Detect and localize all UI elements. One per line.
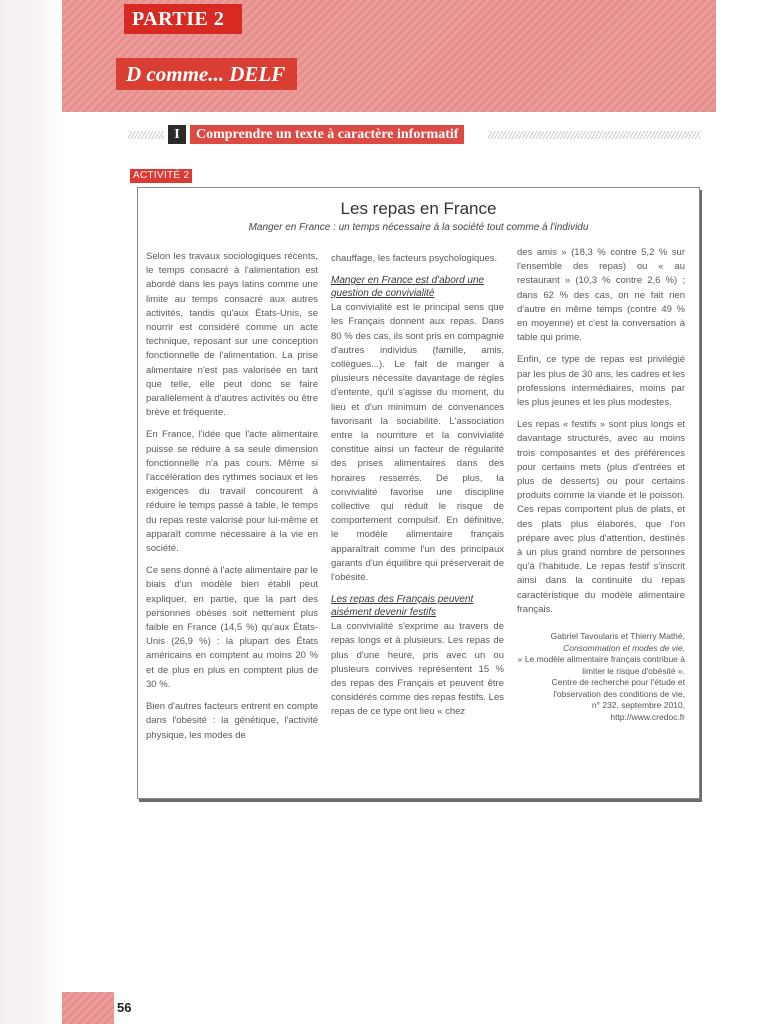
paragraph: La convivialité est le principal sens que les Français donnent aux repas. Dans 80 % des cas, ils sont pris en compagnie d'autres individus (famille, amis, collègues...). Le fait de manger à plusieurs nécessite davantage de règles d'entente, qu'il s'agisse du moment, du lieu et d'un minimum de convenances favorisant la sociabilité. L'association entre la nourriture et la convivialité constitue ainsi un facteur de régularité des prises alimentaires dans des horaires resserrés. De plus, la convivialité favorise une discipline collective qui réduit le risque de comportement compulsif. En définitive, le modèle alimentaire français apparaîtrait comme l'un des principaux garants d'un équilibre qui préserverait de l'obésité. xyxy=(331,302,504,584)
article-column-2 xyxy=(331,252,504,728)
section-number: I xyxy=(168,125,186,144)
section-title: Comprendre un texte à caractère informatif xyxy=(190,125,464,144)
source-issue: n° 232, septembre 2010, xyxy=(591,700,685,711)
activity-label: ACTIVITÉ 2 xyxy=(130,169,192,183)
hatch-divider-right xyxy=(488,131,700,139)
source-publication: Consommation et modes de vie, xyxy=(563,642,685,653)
article-column-1 xyxy=(146,250,318,751)
footer-banner xyxy=(62,992,114,1024)
subheading: Manger en France est d'abord une question de convivialité xyxy=(331,275,485,300)
source-authors: Gabriel Tavoularis et Thierry Mathé, xyxy=(550,631,685,642)
partie-label: PARTIE 2 xyxy=(124,4,242,34)
source-article: « Le modèle alimentaire français contribue à limiter le risque d'obésité ». xyxy=(517,654,685,676)
page-number: 56 xyxy=(117,1000,132,1015)
page-edge-shadow xyxy=(0,0,62,1024)
paragraph: Bien d'autres facteurs entrent en compte dans l'obésité : la génétique, l'activité physique, les modes de xyxy=(146,701,318,741)
paragraph: des amis » (18,3 % contre 5,2 % sur l'ensemble des repas) ou « au restaurant » (10,3 % contre 2,6 %) ; dans 62 % des cas, on ne fait rien d'autre en même temps (contre 49 % en moyenne) et c'est la conversation à table qui prime. xyxy=(517,247,685,344)
chapter-title: D comme... DELF xyxy=(116,58,297,90)
article-title: Les repas en France xyxy=(340,199,497,218)
paragraph: Enfin, ce type de repas est privilégié par les plus de 30 ans, les cadres et les professions intermédiaires, moins par les plus jeunes et les plus modestes. xyxy=(517,354,685,409)
paragraph: Selon les travaux sociologiques récents, le temps consacré à l'alimentation est abordé dans les pays latins comme une limite au temps consacré aux autres activités, tandis qu'aux États-Unis, se nourrir est considéré comme un acte technique, reposant sur une conception fonctionnelle de l'alimentation. La prise alimentaire n'est pas valorisée en tant que telle, elle peut donc se faire parallèlement à d'autres activités ou être brève et fréquente. xyxy=(146,251,318,419)
hatch-divider-left xyxy=(128,131,164,139)
source-url: http://www.credoc.fr xyxy=(610,711,685,722)
article-column-3 xyxy=(517,246,685,723)
paragraph: chauffage, les facteurs psychologiques. xyxy=(331,253,498,264)
subheading: Les repas des Français peuvent aisément devenir festifs xyxy=(331,594,474,619)
paragraph: Ce sens donné à l'acte alimentaire par le biais d'un modèle bien établi peut expliquer, en partie, que la part des personnes obèses soit nettement plus faible en France (14,5 %) qu'aux États-Unis (26,9 %) : la plupart des États américains en comptent au moins 20 % et de plus en plus en comptent plus de 30 %. xyxy=(146,565,318,690)
paragraph: Les repas « festifs » sont plus longs et davantage structurés, avec au moins trois composantes et des préférences pour certains mets (plus d'entrées et plus de desserts) ou pour certains produits comme la viande et le poisson. Ces repas comportent plus de plats, et des plats plus élaborés, que l'on prépare avec plus d'attention, destinés à un plus grand nombre de personnes qu'à l'habitude. Le repas festif s'inscrit ainsi dans la continuité du repas caractéristique du modèle alimentaire français. xyxy=(517,419,685,615)
article-box xyxy=(137,187,700,799)
paragraph: La convivialité s'exprime au travers de repas longs et à plusieurs. Les repas de plus d'une heure, pris avec un ou plusieurs convives représentent 15 % des repas des Français et peuvent être considérés comme des repas festifs. Les repas de ce type ont lieu « chez xyxy=(331,621,504,718)
source-citation xyxy=(517,631,685,723)
article-subtitle: Manger en France : un temps nécessaire à la société tout comme à l'individu xyxy=(248,222,589,233)
source-org: Centre de recherche pour l'étude et l'observation des conditions de vie, xyxy=(551,677,685,699)
paragraph: En France, l'idée que l'acte alimentaire puisse se réduire à sa seule dimension fonctionnelle n'a pas cours. Même si l'accélération des rythmes sociaux et les exigences du travail concourent à réduire le temps passé à table, le temps du repas reste valorisé pour lui-même et apparaît comme nécessaire à la vie en société. xyxy=(146,429,318,555)
